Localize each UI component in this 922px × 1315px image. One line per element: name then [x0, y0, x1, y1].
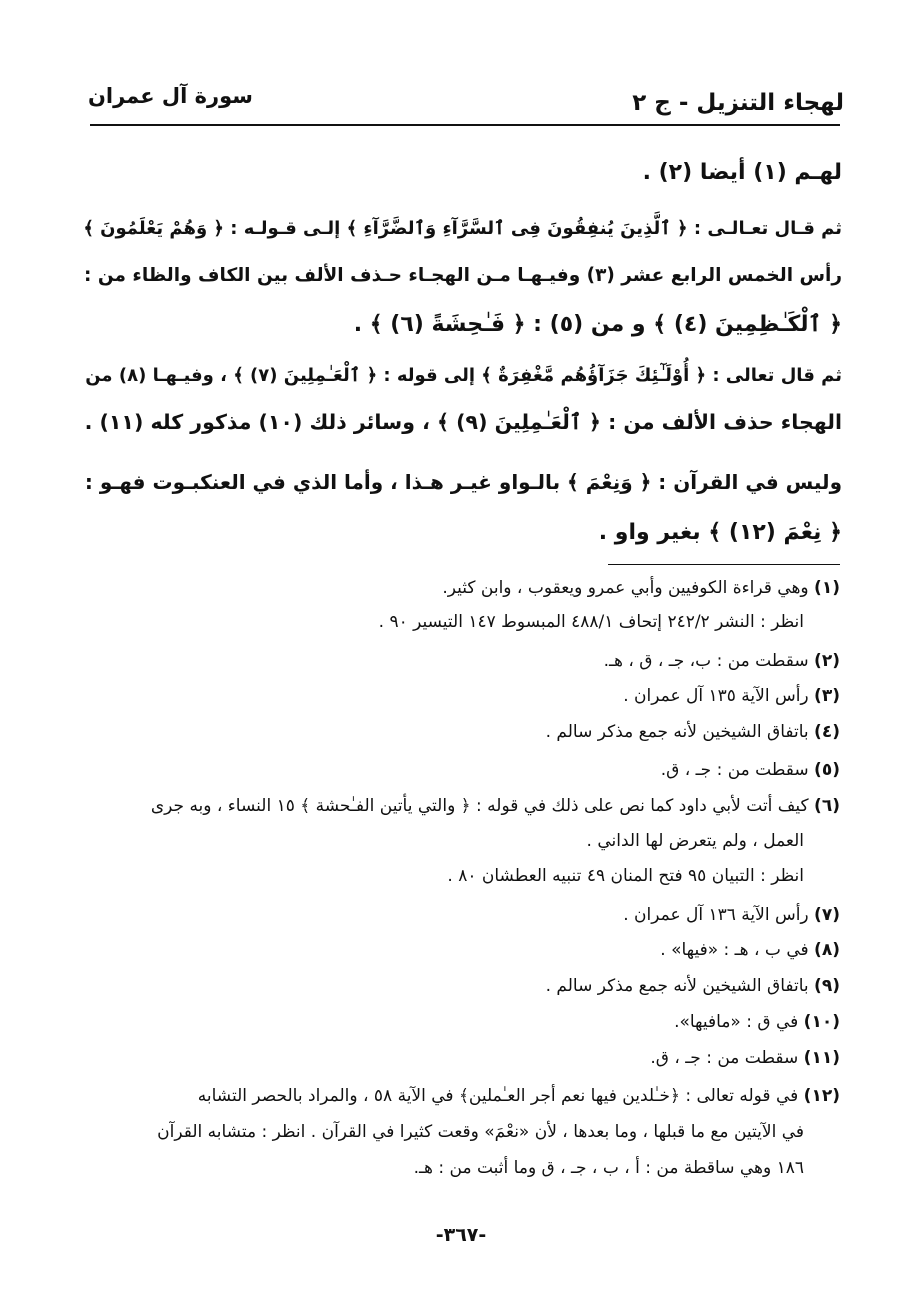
- footnote-text: باتفاق الشيخين لأنه جمع مذكر سالم .: [545, 722, 809, 742]
- footnote-number: (١٠): [803, 1012, 840, 1032]
- main-text-line: ثم قال تعالى : ﴿ أُوْلَـٰٓئِكَ جَزَآؤُهُم مَّغْفِرَةٌ ﴾ إلى قوله : ﴿ ٱلْعَـٰمِلِينَ (٧) ﴾ ، وفيـهـا (٨) من: [85, 365, 842, 386]
- footnote-line: [447, 866, 804, 886]
- footnote-text: رأس الآية ١٣٥ آل عمران .: [623, 686, 809, 706]
- footnote-line: [546, 976, 840, 996]
- footnote-line: [198, 1085, 840, 1106]
- running-header-surah: سورة آل عمران: [88, 84, 253, 108]
- footnote-number: (٨): [814, 940, 840, 960]
- footnote-text: سقطت من : جـ ، ق.: [660, 760, 809, 780]
- footnote-number: (٥): [814, 760, 840, 780]
- footnote-number: (٧): [814, 905, 840, 925]
- header-divider: [90, 124, 840, 126]
- footnote-number: (٤): [814, 722, 840, 742]
- footnote-text: كيف أتت لأبي داود كما نص على ذلك في قوله : ﴿ والتي يأتين الفـٰحشة ﴾ ١٥ النساء ، وبه جرى: [150, 796, 809, 816]
- footnote-text: في ق : «مافيها».: [674, 1012, 799, 1032]
- footnote-number: (١٢): [803, 1086, 840, 1106]
- footnote-text: سقطت من : جـ ، ق.: [650, 1048, 799, 1068]
- main-text-line: ثم قـال تعـالـى : ﴿ ٱلَّذِينَ يُنفِقُونَ فِى ٱلسَّرَّآءِ وَٱلضَّرَّآءِ ﴾ إلـى قـولـه : ﴿ وَهُمْ يَعْلَمُونَ ﴾: [83, 218, 842, 239]
- footnote-line: [623, 905, 840, 925]
- footnote-text: باتفاق الشيخين لأنه جمع مذكر سالم .: [545, 976, 809, 996]
- footnote-text: في ب ، هـ : «فيها» .: [660, 940, 809, 960]
- main-text-line: رأس الخمس الرابع عشر (٣) وفيـهـا مـن الهجـاء حـذف الألف بين الكاف والظاء من :: [84, 265, 842, 286]
- footnote-line: [650, 1048, 840, 1068]
- footnote-line: [604, 651, 840, 671]
- footnote-text: في قوله تعالى : ﴿خـٰلدين فيها نعم أجر العـٰملين﴾ في الآية ٥٨ ، والمراد بالحصر التشابه: [197, 1086, 799, 1106]
- main-text-line: وليس في القرآن : ﴿ وَنِعْمَ ﴾ بالـواو غيـر هـذا ، وأما الذي في العنكبـوت فهـو :: [84, 470, 842, 494]
- footnote-number: (١): [814, 578, 840, 598]
- footnote-text: في الآيتين مع ما قبلها ، وما بعدها ، لأن «نعْمَ» وقعت كثيرا في القرآن . انظر : متشابه القرآن: [157, 1122, 804, 1142]
- main-text-line: لهـم (١) أيضا (٢) .: [642, 160, 842, 185]
- footnote-line: [157, 1122, 804, 1142]
- footnote-line: [379, 612, 804, 632]
- footnote-text: وهي قراءة الكوفيين وأبي عمرو ويعقوب ، وابن كثير.: [442, 578, 809, 598]
- footnote-divider: [608, 564, 840, 565]
- footnote-number: (٣): [814, 686, 840, 706]
- page-number: -٣٦٧-: [435, 1224, 487, 1246]
- footnote-line: [660, 940, 840, 960]
- footnote-text: سقطت من : ب، جـ ، ق ، هـ.: [603, 651, 809, 671]
- footnote-line: [151, 795, 840, 816]
- footnote-text: انظر : النشر ٢٤٢/٢ إتحاف ٤٨٨/١ المبسوط ١٤٧ التيسير ٩٠ .: [378, 612, 804, 632]
- footnote-number: (٢): [814, 651, 840, 671]
- footnote-line: [623, 686, 840, 706]
- footnote-line: [674, 1012, 840, 1032]
- main-text-line: ﴿ ٱلْكَـٰظِمِينَ (٤) ﴾ و من (٥) : ﴿ فَـٰحِشَةً (٦) ﴾ .: [353, 312, 842, 337]
- footnote-line: [414, 1158, 804, 1178]
- footnote-line: [587, 831, 804, 851]
- running-header-book-title: لهجاء التنزيل - ج ٢: [632, 90, 844, 116]
- footnote-line: [546, 722, 840, 742]
- footnote-line: [661, 760, 840, 780]
- main-text-line: ﴿ نِعْمَ (١٢) ﴾ بغير واو .: [598, 520, 842, 545]
- footnote-text: رأس الآية ١٣٦ آل عمران .: [623, 905, 809, 925]
- footnote-text: العمل ، ولم يتعرض لها الداني .: [586, 831, 804, 851]
- footnote-line: [442, 578, 840, 598]
- footnote-number: (٦): [814, 796, 840, 816]
- footnote-text: ١٨٦ وهي ساقطة من : أ ، ب ، جـ ، ق وما أثبت من : هـ.: [413, 1158, 804, 1178]
- footnote-text: انظر : التبيان ٩٥ فتح المنان ٤٩ تنبيه العطشان ٨٠ .: [447, 866, 804, 886]
- footnote-number: (١١): [803, 1048, 840, 1068]
- footnote-number: (٩): [814, 976, 840, 996]
- main-text-line: الهجاء حذف الألف من : ﴿ ٱلْعَـٰمِلِينَ (٩) ﴾ ، وسائر ذلك (١٠) مذكور كله (١١) .: [84, 410, 842, 434]
